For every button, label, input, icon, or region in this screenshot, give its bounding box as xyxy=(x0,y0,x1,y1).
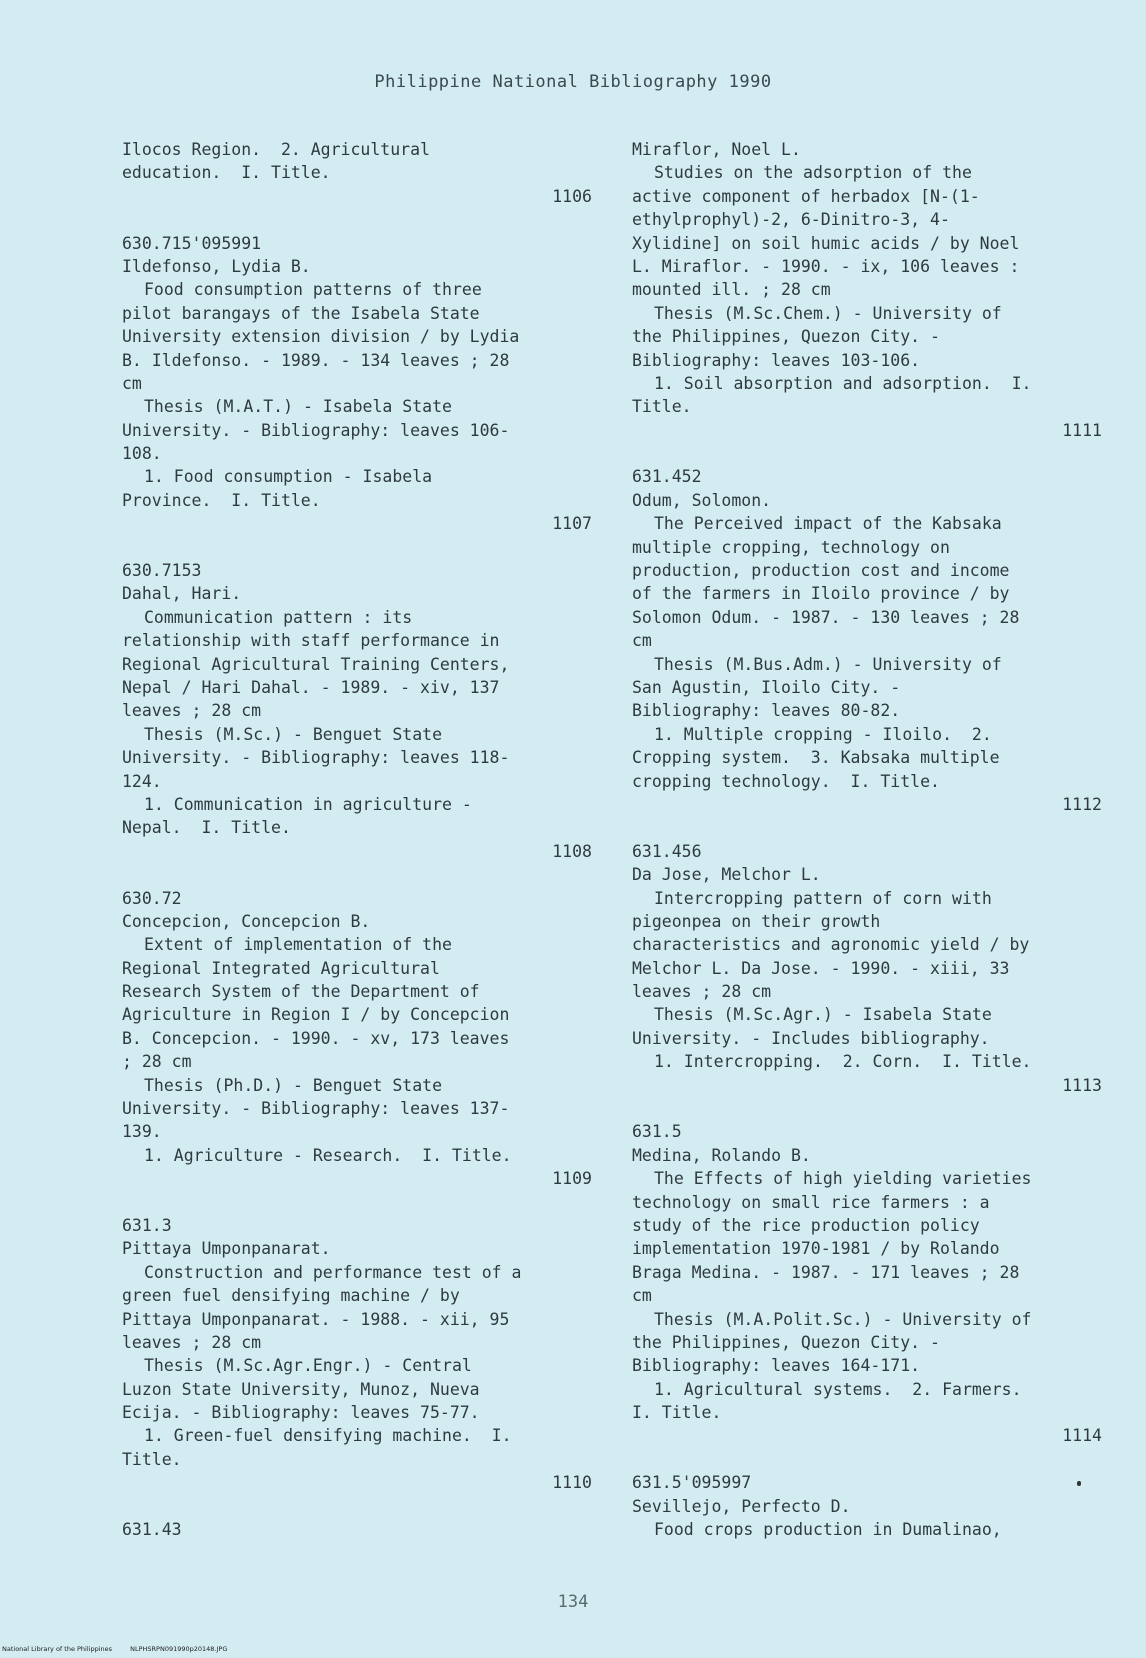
entry-number: 1113 xyxy=(1062,1075,1102,1095)
entry-line: Title. xyxy=(632,397,692,417)
entry-line: Nepal / Hari Dahal. - 1989. - xiv, 137 xyxy=(122,677,500,697)
entry-line: Thesis (M.A.T.) - Isabela State xyxy=(144,397,452,417)
entry-line: University. - Bibliography: leaves 137- xyxy=(122,1099,510,1119)
entry-number: 1109 xyxy=(552,1169,592,1189)
entry-line: San Agustin, Iloilo City. - xyxy=(632,677,901,697)
footer xyxy=(2,1645,243,1653)
entry-line: Bibliography: leaves 80-82. xyxy=(632,701,901,721)
entry-line: Thesis (Ph.D.) - Benguet State xyxy=(144,1075,443,1095)
entry-line: Title. xyxy=(122,1449,182,1469)
entry-line: Odum, Solomon. xyxy=(632,490,772,510)
entry-line: Ecija. - Bibliography: leaves 75-77. xyxy=(122,1403,480,1423)
entry-line: Studies on the adsorption of the xyxy=(654,163,972,183)
entry-line: 630.715'095991 xyxy=(122,233,262,253)
entry-line: Bibliography: leaves 103-106. xyxy=(632,350,921,370)
entry-line: Dahal, Hari. xyxy=(122,584,242,604)
entry-line: Thesis (M.Sc.) - Benguet State xyxy=(144,724,443,744)
entry-line: L. Miraflor. - 1990. - ix, 106 leaves : xyxy=(632,256,1020,276)
entry-line: multiple cropping, technology on xyxy=(632,537,950,557)
entry-line: B. Concepcion. - 1990. - xv, 173 leaves xyxy=(122,1028,510,1048)
entry-line: 631.3 xyxy=(122,1215,172,1235)
entry-line: Cropping system. 3. Kabsaka multiple xyxy=(632,748,1000,768)
entry-line: cropping technology. I. Title. xyxy=(632,771,940,791)
entry-line: education. I. Title. xyxy=(122,163,331,183)
entry-number: 1114 xyxy=(1062,1426,1102,1446)
entry-line: 1. Agriculture - Research. I. Title. xyxy=(144,1145,512,1165)
page-header: Philippine National Bibliography 1990 xyxy=(374,72,772,92)
right-column xyxy=(632,138,1102,1541)
entry-line: pigeonpea on their growth xyxy=(632,911,881,931)
speck xyxy=(1077,1481,1081,1486)
entry-gap xyxy=(632,1097,1102,1120)
entry-line: Luzon State University, Munoz, Nueva xyxy=(122,1379,480,1399)
entry-line: 1. Communication in agriculture - xyxy=(144,794,472,814)
entry-line: Thesis (M.A.Polit.Sc.) - University of xyxy=(654,1309,1032,1329)
entry-gap xyxy=(632,816,1102,839)
entry-line: of the farmers in Iloilo province / by xyxy=(632,584,1010,604)
entry-line: green fuel densifying machine / by xyxy=(122,1286,460,1306)
entry-number: 1106 xyxy=(552,186,592,206)
entry-line: Nepal. I. Title. xyxy=(122,818,291,838)
entry-line: The Perceived impact of the Kabsaka xyxy=(654,514,1002,534)
entry-line: 1. Green-fuel densifying machine. I. xyxy=(144,1426,512,1446)
entry-line: ; 28 cm xyxy=(122,1052,192,1072)
entry-line: leaves ; 28 cm xyxy=(632,982,772,1002)
entry-line: Regional Agricultural Training Centers, xyxy=(122,654,510,674)
entry-line: cm xyxy=(632,1286,652,1306)
entry-gap xyxy=(632,1448,1102,1471)
entry-number: 1112 xyxy=(1062,794,1102,814)
entry-gap xyxy=(122,536,592,559)
entry-gap xyxy=(122,208,592,231)
entry-line: leaves ; 28 cm xyxy=(122,1332,262,1352)
entry-line: Braga Medina. - 1987. - 171 leaves ; 28 xyxy=(632,1262,1020,1282)
entry-line: 630.7153 xyxy=(122,561,202,581)
entry-line: Agriculture in Region I / by Concepcion xyxy=(122,1005,510,1025)
entry-line: Thesis (M.Bus.Adm.) - University of xyxy=(654,654,1002,674)
entry-line: Sevillejo, Perfecto D. xyxy=(632,1496,851,1516)
entry-line: Food consumption patterns of three xyxy=(144,280,482,300)
entry-line: Communication pattern : its xyxy=(144,607,413,627)
entry-line: the Philippines, Quezon City. - xyxy=(632,327,940,347)
entry-line: 1. Food consumption - Isabela xyxy=(144,467,433,487)
entry-line: 631.452 xyxy=(632,467,702,487)
entry-line: The Effects of high yielding varieties xyxy=(654,1169,1032,1189)
footer-file: NLPHSRPN091990p20148.JPG xyxy=(130,1645,228,1653)
entry-line: Thesis (M.Sc.Agr.) - Isabela State xyxy=(654,1005,992,1025)
entry-line: Concepcion, Concepcion B. xyxy=(122,911,371,931)
entry-line: I. Title. xyxy=(632,1403,722,1423)
entry-line: 1. Multiple cropping - Iloilo. 2. xyxy=(654,724,992,744)
entry-line: pilot barangays of the Isabela State xyxy=(122,303,480,323)
entry-line: Ildefonso, Lydia B. xyxy=(122,256,311,276)
entry-line: mounted ill. ; 28 cm xyxy=(632,280,831,300)
entry-line: active component of herbadox [N-(1- xyxy=(632,186,980,206)
entry-line: Ilocos Region. 2. Agricultural xyxy=(122,140,430,159)
entry-line: Miraflor, Noel L. xyxy=(632,140,801,159)
entry-line: 1. Intercropping. 2. Corn. I. Title. xyxy=(654,1052,1032,1072)
entry-line: University. - Bibliography: leaves 106- xyxy=(122,420,510,440)
entry-line: Da Jose, Melchor L. xyxy=(632,865,821,885)
entry-line: technology on small rice farmers : a xyxy=(632,1192,990,1212)
entry-line: Province. I. Title. xyxy=(122,490,321,510)
entry-line: Solomon Odum. - 1987. - 130 leaves ; 28 xyxy=(632,607,1020,627)
entry-line: 631.5'095997 xyxy=(632,1473,752,1493)
entry-line: 108. xyxy=(122,444,162,464)
entry-line: cm xyxy=(632,631,652,651)
entry-line: 631.5 xyxy=(632,1122,682,1142)
entry-line: Thesis (M.Sc.Chem.) - University of xyxy=(654,303,1002,323)
entry-line: University. - Bibliography: leaves 118- xyxy=(122,748,510,768)
entry-line: characteristics and agronomic yield / by xyxy=(632,935,1030,955)
page-number: 134 xyxy=(557,1592,589,1612)
footer-library: National Library of the Philippines xyxy=(2,1645,113,1653)
left-column xyxy=(122,138,592,1541)
entry-gap xyxy=(122,1495,592,1518)
entry-line: cm xyxy=(122,373,142,393)
entry-line: 1. Agricultural systems. 2. Farmers. xyxy=(654,1379,1022,1399)
entry-gap xyxy=(122,1191,592,1214)
entry-line: Pittaya Umponpanarat. xyxy=(122,1239,331,1259)
entry-line: study of the rice production policy xyxy=(632,1215,980,1235)
entry-line: University extension division / by Lydia xyxy=(122,327,520,347)
entry-number: 1111 xyxy=(1062,420,1102,440)
entry-line: 631.43 xyxy=(122,1520,182,1540)
entry-line: relationship with staff performance in xyxy=(122,631,500,651)
entry-line: Intercropping pattern of corn with xyxy=(654,888,992,908)
entry-line: B. Ildefonso. - 1989. - 134 leaves ; 28 xyxy=(122,350,510,370)
entry-line: ethylprophyl)-2, 6-Dinitro-3, 4- xyxy=(632,210,950,230)
entry-line: 124. xyxy=(122,771,162,791)
entry-line: Pittaya Umponpanarat. - 1988. - xii, 95 xyxy=(122,1309,510,1329)
entry-line: 139. xyxy=(122,1122,162,1142)
entry-gap xyxy=(122,863,592,886)
entry-line: University. - Includes bibliography. xyxy=(632,1028,990,1048)
entry-line: Xylidine] on soil humic acids / by Noel xyxy=(632,233,1020,253)
entry-line: 1. Soil absorption and adsorption. I. xyxy=(654,373,1032,393)
entry-line: Food crops production in Dumalinao, xyxy=(654,1520,1002,1540)
entry-line: Bibliography: leaves 164-171. xyxy=(632,1356,921,1376)
entry-line: the Philippines, Quezon City. - xyxy=(632,1332,940,1352)
entry-line: Melchor L. Da Jose. - 1990. - xiii, 33 xyxy=(632,958,1010,978)
entry-line: 631.456 xyxy=(632,841,702,861)
entry-line: implementation 1970-1981 / by Rolando xyxy=(632,1239,1000,1259)
entry-line: Thesis (M.Sc.Agr.Engr.) - Central xyxy=(144,1356,472,1376)
entry-line: Extent of implementation of the xyxy=(144,935,452,955)
entry-line: Medina, Rolando B. xyxy=(632,1145,811,1165)
entry-line: production, production cost and income xyxy=(632,561,1010,581)
entry-line: leaves ; 28 cm xyxy=(122,701,262,721)
entry-number: 1107 xyxy=(552,514,592,534)
entry-number: 1110 xyxy=(552,1473,592,1493)
entry-line: Construction and performance test of a xyxy=(144,1262,522,1282)
entry-line: Research System of the Department of xyxy=(122,982,480,1002)
entry-number: 1108 xyxy=(552,841,592,861)
entry-gap xyxy=(632,442,1102,465)
entry-line: Regional Integrated Agricultural xyxy=(122,958,440,978)
entry-line: 630.72 xyxy=(122,888,182,908)
